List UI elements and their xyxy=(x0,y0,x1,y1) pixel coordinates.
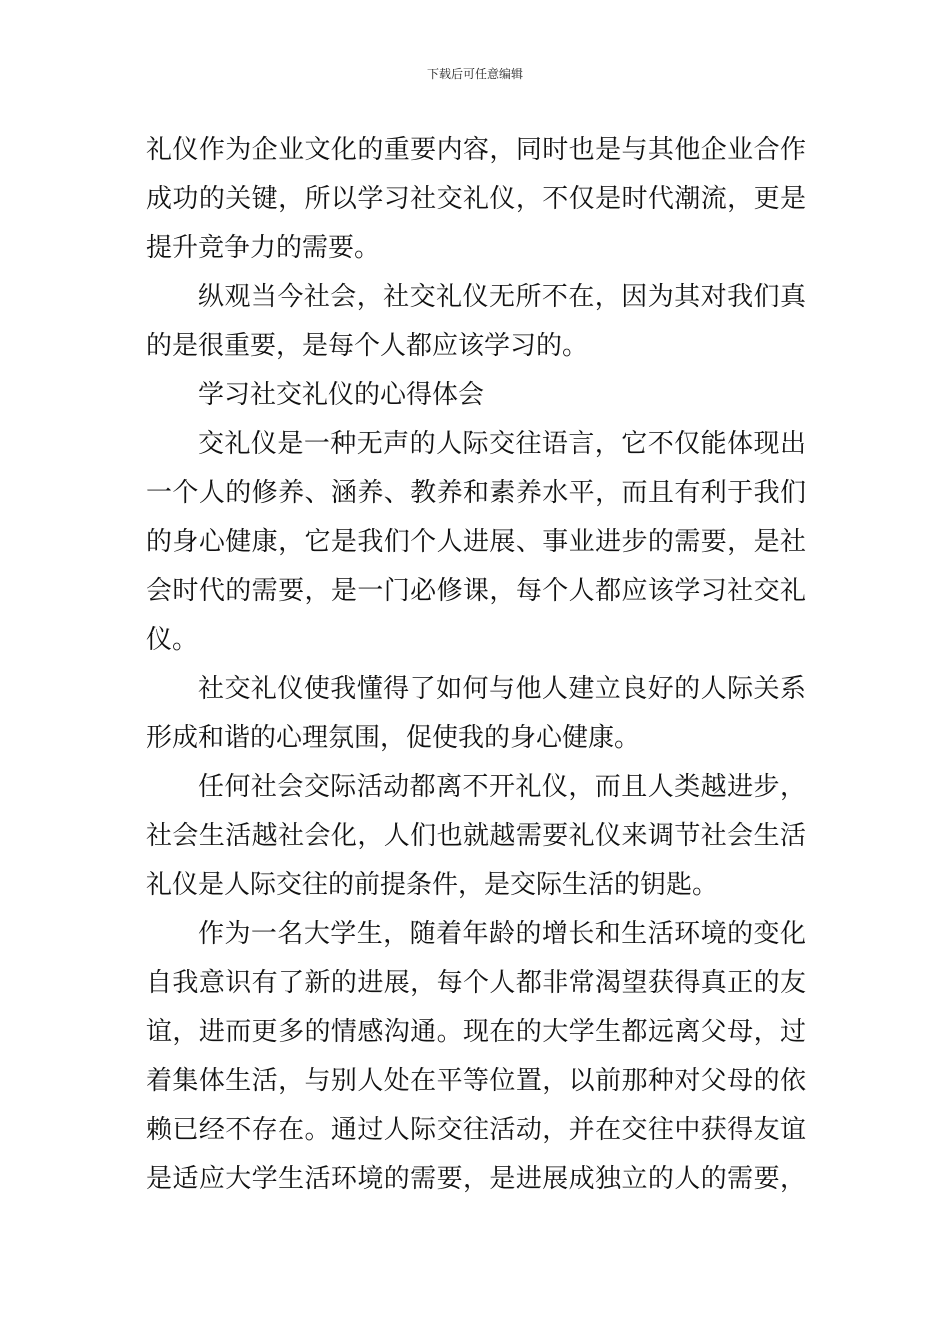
text-line: 交礼仪是一种无声的人际交往语言，它不仅能体现出 xyxy=(198,429,806,459)
text-line: 会时代的需要，是一门必修课，每个人都应该学习社交礼 xyxy=(146,576,806,606)
text-line: 仪。 xyxy=(146,625,199,655)
text-line: 赖已经不存在。通过人际交往活动，并在交往中获得友谊 xyxy=(146,1115,806,1145)
text-line: 任何社会交际活动都离不开礼仪，而且人类越进步， xyxy=(198,772,806,802)
text-line: 形成和谐的心理氛围，促使我的身心健康。 xyxy=(146,723,641,753)
page-header: 下载后可任意编辑 xyxy=(426,67,523,81)
text-line: 提升竞争力的需要。 xyxy=(146,233,381,263)
text-line: 礼仪作为企业文化的重要内容，同时也是与其他企业合作 xyxy=(146,135,806,165)
text-line: 作为一名大学生，随着年龄的增长和生活环境的变化 xyxy=(198,919,806,949)
document-body xyxy=(146,126,806,1204)
text-line: 自我意识有了新的进展，每个人都非常渴望获得真正的友 xyxy=(146,968,806,998)
text-line: 社交礼仪使我懂得了如何与他人建立良好的人际关系 xyxy=(198,674,806,704)
text-line: 成功的关键，所以学习社交礼仪，不仅是时代潮流，更是 xyxy=(146,184,806,214)
text-line: 学习社交礼仪的心得体会 xyxy=(198,380,485,410)
text-line: 的是很重要，是每个人都应该学习的。 xyxy=(146,331,589,361)
text-line: 礼仪是人际交往的前提条件，是交际生活的钥匙。 xyxy=(146,870,719,900)
text-line: 一个人的修养、涵养、教养和素养水平，而且有利于我们 xyxy=(146,478,806,508)
text-line: 的身心健康，它是我们个人进展、事业进步的需要，是社 xyxy=(146,527,806,557)
text-line: 社会生活越社会化，人们也就越需要礼仪来调节社会生活 xyxy=(146,821,806,851)
text-line: 纵观当今社会，社交礼仪无所不在，因为其对我们真 xyxy=(198,282,806,312)
text-line: 谊，进而更多的情感沟通。现在的大学生都远离父母，过 xyxy=(146,1017,806,1047)
text-line: 着集体生活，与别人处在平等位置，以前那种对父母的依 xyxy=(146,1066,806,1096)
text-line: 是适应大学生活环境的需要，是进展成独立的人的需要， xyxy=(146,1164,806,1194)
